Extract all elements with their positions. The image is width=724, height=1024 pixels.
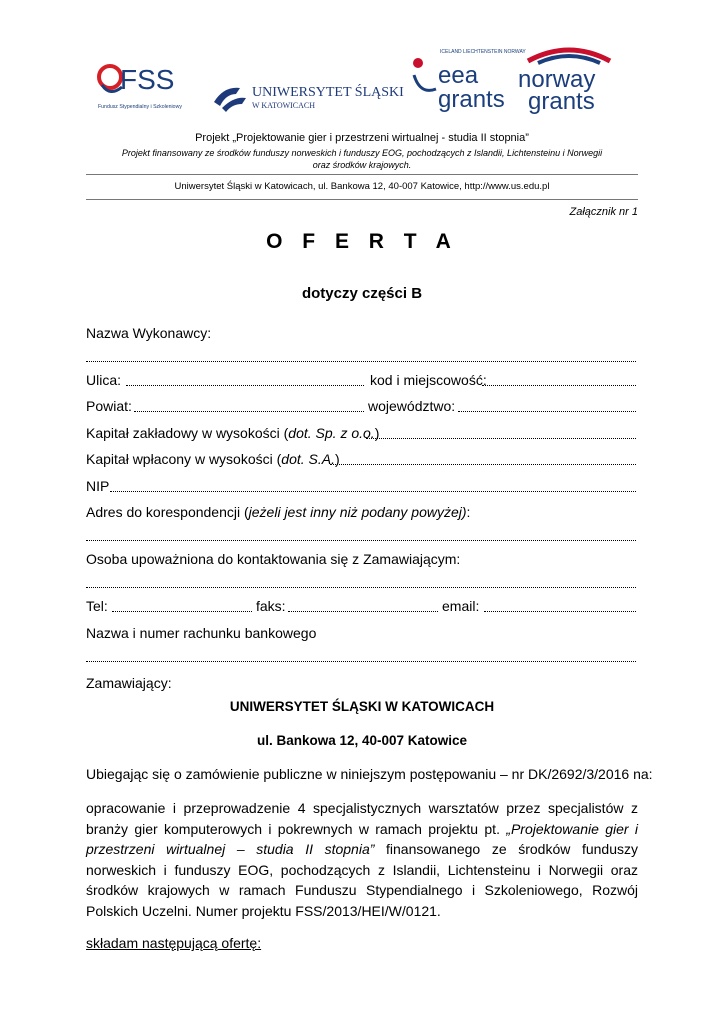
attachment-label: Załącznik nr 1 [569,206,638,218]
paid-capital-text: Kapitał wpłacony w wysokości ( [86,451,282,467]
fss-logo [96,55,186,115]
correspondence-text: Adres do korespondencji ( [86,504,249,520]
eea-countries: ICELAND LIECHTENSTEIN NORWAY [440,49,526,55]
correspondence-note: jeżeli jest inny niż podany powyżej) [248,504,467,520]
funding-note-line2: oraz środków krajowych. [312,160,412,170]
eea-grants-word: grants [438,86,505,113]
email-label: email: [442,598,480,614]
county-label: Powiat: [86,398,132,414]
document-title: O F E R T A [266,230,458,253]
paid-capital-close: ) [335,451,340,467]
project-name-italic: „Projektowanie gier i przestrzeni wirtualnej – studia II stopnia” [86,820,638,857]
ordering-party-name: UNIWERSYTET ŚLĄSKI W KATOWICACH [229,699,495,714]
header-divider-bottom [86,199,638,200]
voivodeship-label: województwo: [368,398,456,414]
share-capital-field[interactable] [366,438,636,439]
eea-word: eea [438,62,479,89]
city-field[interactable] [482,385,636,386]
contractor-name-label: Nazwa Wykonawcy: [86,325,212,341]
contractor-name-field[interactable] [86,361,636,362]
share-capital-text: Kapitał zakładowy w wysokości ( [86,425,289,441]
procurement-intro: Ubiegając się o zamówienie publiczne w niniejszym postępowaniu – nr DK/2692/3/2016 na: [86,766,653,782]
norway-word: norway [518,66,596,93]
document-subtitle: dotyczy części B [301,285,423,302]
street-field[interactable] [126,385,364,386]
us-logo-name: UNIWERSYTET ŚLĄSKI [252,85,404,100]
nip-label: NIP [86,478,110,494]
norway-grants-word: grants [528,88,595,115]
paid-capital-field[interactable] [330,464,636,465]
offer-closing: składam następującą ofertę: [86,935,262,951]
paid-capital-label [86,451,340,467]
email-field[interactable] [484,611,636,612]
ordering-party-label: Zamawiający: [86,675,172,691]
city-label: kod i miejscowość: [370,372,487,388]
eea-grants-logo [410,45,526,113]
university-address: Uniwersytet Śląski w Katowicach, ul. Bankowa 12, 40-007 Katowice, http://www.us.edu.pl [174,181,550,192]
correspondence-address-field[interactable] [86,540,636,541]
funding-note-line1: Projekt finansowany ze środków funduszy norweskich i funduszy EOG, pochodzących z Islandii, Lichtensteinu i Norwegii [121,148,603,158]
contact-person-label: Osoba upoważniona do kontaktowania się z Zamawiającym: [86,551,461,567]
share-capital-label [86,425,379,441]
fss-logo-subtitle: Fundusz Stypendialny i Szkoleniowy [98,104,182,110]
tel-label: Tel: [86,598,108,614]
bank-account-label: Nazwa i numer rachunku bankowego [86,625,317,641]
us-logo-city: W KATOWICACH [252,101,316,110]
norway-grants-logo [514,45,624,113]
correspondence-address-label [86,504,470,520]
fax-label: faks: [256,598,286,614]
county-field[interactable] [134,411,364,412]
bank-account-field[interactable] [86,661,636,662]
description-part-b: finansowanego ze środków funduszy norweskich i funduszy EOG, pochodzących z Islandii, Lichtensteinu i Norwegii oraz środków krajowych w ramach Funduszu Stypendialnego i Szkoleniowego, Rozwój Polskich Uczelni. Numer projektu FSS/2013/HEI/W/0121. [86,841,638,919]
contact-person-field[interactable] [86,587,636,588]
description-part-a: opracowanie i przeprowadzenie 4 specjalistycznych warsztatów przez specjalistów z branży gier komputerowych i pokrewnych w ramach projektu pt. [86,800,638,837]
share-capital-note: dot. Sp. z o.o. [288,425,375,441]
paid-capital-note: dot. S.A. [281,451,335,467]
voivodeship-field[interactable] [458,411,636,412]
share-capital-close: ) [374,425,380,441]
header-divider-top [86,174,638,175]
correspondence-colon: : [466,504,471,520]
fax-field[interactable] [288,611,438,612]
ordering-party-address: ul. Bankowa 12, 40-007 Katowice [256,733,468,748]
procurement-description [86,798,638,921]
us-logo [212,80,404,114]
tel-field[interactable] [112,611,252,612]
nip-field[interactable] [110,491,636,492]
street-label: Ulica: [86,372,122,388]
fss-logo-text: FSS [120,64,175,95]
project-title: Projekt „Projektowanie gier i przestrzeni wirtualnej - studia II stopnia” [195,132,529,144]
funding-note [86,147,638,171]
